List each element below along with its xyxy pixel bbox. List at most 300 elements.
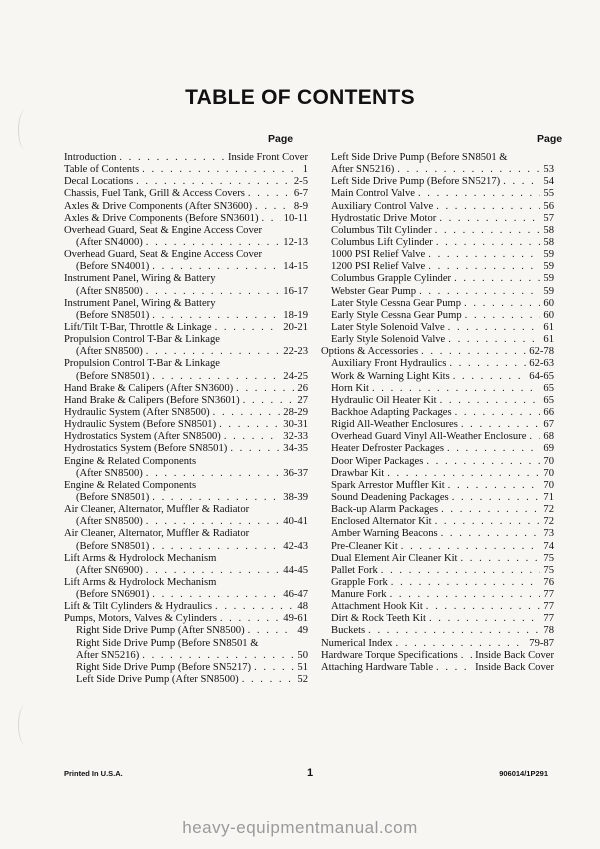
dot-leader bbox=[243, 395, 295, 407]
toc-entry-page: 10-11 bbox=[283, 212, 308, 224]
toc-entry-title: Axles & Drive Components (Before SN3601) bbox=[64, 212, 259, 224]
toc-entry bbox=[321, 358, 554, 370]
toc-entry-title: Right Side Drive Pump (After SN8500) bbox=[76, 625, 245, 637]
page-title: TABLE OF CONTENTS bbox=[185, 86, 415, 109]
dot-leader bbox=[436, 237, 541, 249]
toc-entry bbox=[64, 346, 308, 358]
toc-left-column bbox=[64, 152, 308, 686]
toc-entry-title: Table of Contents bbox=[64, 164, 140, 176]
toc-entry-page: 66 bbox=[543, 406, 554, 418]
page-column-heading-right: Page bbox=[537, 133, 563, 145]
toc-entry-title: Pallet Fork bbox=[331, 564, 378, 576]
dot-leader bbox=[435, 225, 541, 237]
dot-leader bbox=[418, 188, 540, 200]
toc-entry bbox=[64, 650, 308, 662]
dot-leader bbox=[464, 298, 540, 310]
dot-leader bbox=[136, 176, 291, 188]
toc-entry-page: 54 bbox=[543, 176, 554, 188]
toc-entry-title: Numerical Index bbox=[321, 637, 393, 649]
dot-leader bbox=[248, 625, 295, 637]
dot-leader bbox=[261, 213, 280, 225]
toc-entry bbox=[321, 638, 554, 650]
toc-entry-page: 78 bbox=[543, 625, 554, 637]
toc-entry-page: 49 bbox=[297, 625, 308, 637]
toc-entry bbox=[321, 407, 554, 419]
toc-entry-page: 74 bbox=[543, 540, 554, 552]
toc-entry bbox=[321, 395, 554, 407]
toc-entry bbox=[321, 516, 554, 528]
toc-entry-page: 30-31 bbox=[283, 419, 308, 431]
toc-entry-title: Sound Deadening Packages bbox=[331, 491, 449, 503]
toc-entry-title: Pumps, Motors, Valves & Cylinders bbox=[64, 613, 217, 625]
toc-entry-title: Air Cleaner, Alternator, Muffler & Radiator bbox=[64, 528, 250, 540]
toc-entry bbox=[64, 662, 308, 674]
toc-entry-page: 56 bbox=[543, 200, 554, 212]
toc-entry-title: (Before SN8501) bbox=[76, 540, 150, 552]
toc-entry-page: 75 bbox=[543, 552, 554, 564]
toc-entry-title: Attachment Hook Kit bbox=[331, 601, 423, 613]
toc-entry bbox=[321, 541, 554, 553]
dot-leader bbox=[436, 662, 472, 674]
dot-leader bbox=[255, 201, 291, 213]
dot-leader bbox=[439, 213, 540, 225]
dot-leader bbox=[429, 613, 540, 625]
dot-leader bbox=[397, 164, 540, 176]
dot-leader bbox=[461, 553, 541, 565]
toc-entry-title: Backhoe Adapting Packages bbox=[331, 406, 452, 418]
toc-entry-page: 36-37 bbox=[283, 467, 308, 479]
dot-leader bbox=[142, 650, 294, 662]
watermark-text: heavy-equipmentmanual.com bbox=[182, 818, 418, 837]
toc-entry bbox=[64, 480, 308, 492]
toc-entry-title: (Before SN8501) bbox=[76, 491, 150, 503]
toc-entry bbox=[64, 164, 308, 176]
toc-entry-title: Heater Defroster Packages bbox=[331, 443, 444, 455]
toc-entry bbox=[321, 553, 554, 565]
dot-leader bbox=[440, 395, 541, 407]
toc-entry-page: 49-61 bbox=[283, 613, 308, 625]
toc-entry-title: 1200 PSI Relief Valve bbox=[331, 261, 426, 273]
toc-entry-page: 59 bbox=[543, 285, 554, 297]
dot-leader bbox=[435, 516, 541, 528]
toc-entry-title: Hand Brake & Calipers (Before SN3601) bbox=[64, 394, 240, 406]
toc-entry-page: 44-45 bbox=[283, 564, 308, 576]
dot-leader bbox=[448, 322, 541, 334]
dot-leader bbox=[441, 528, 541, 540]
toc-entry-title: Hydrostatics System (Before SN8501) bbox=[64, 443, 228, 455]
toc-entry bbox=[64, 334, 308, 346]
dot-leader bbox=[426, 456, 540, 468]
toc-entry-page: 34-35 bbox=[283, 443, 308, 455]
toc-right-column bbox=[321, 152, 554, 674]
toc-entry bbox=[64, 298, 308, 310]
toc-entry-title: Lift Arms & Hydrolock Mechanism bbox=[64, 552, 217, 564]
toc-entry-title: Hardware Torque Specifications bbox=[321, 649, 458, 661]
toc-entry-title: Decal Locations bbox=[64, 176, 134, 188]
toc-entry bbox=[321, 492, 554, 504]
toc-entry-title: (After SN8500) bbox=[76, 285, 143, 297]
dot-leader bbox=[465, 310, 541, 322]
toc-entry-title: Back-up Alarm Packages bbox=[331, 504, 439, 516]
dot-leader bbox=[220, 613, 280, 625]
toc-entry-page: 26 bbox=[297, 382, 308, 394]
toc-entry-page: 38-39 bbox=[283, 491, 308, 503]
toc-entry-title: Axles & Drive Components (After SN3600) bbox=[64, 200, 253, 212]
toc-entry-title: Propulsion Control T-Bar & Linkage bbox=[64, 334, 220, 346]
dot-leader bbox=[372, 383, 540, 395]
dot-leader bbox=[146, 237, 280, 249]
toc-entry-title: Propulsion Control T-Bar & Linkage bbox=[64, 358, 220, 370]
toc-entry-title: Work & Warning Light Kits bbox=[331, 370, 450, 382]
toc-entry bbox=[64, 261, 308, 273]
toc-entry-page: 8-9 bbox=[293, 200, 308, 212]
dot-leader bbox=[436, 201, 540, 213]
toc-entry-title: (After SN4000) bbox=[76, 236, 143, 248]
dot-leader bbox=[503, 176, 540, 188]
toc-entry-page: 69 bbox=[543, 443, 554, 455]
toc-entry bbox=[64, 273, 308, 285]
toc-entry bbox=[321, 662, 554, 674]
toc-entry bbox=[321, 176, 554, 188]
toc-entry bbox=[321, 589, 554, 601]
toc-entry-page: 32-33 bbox=[283, 431, 308, 443]
toc-entry bbox=[64, 625, 308, 637]
dot-leader bbox=[219, 419, 280, 431]
toc-entry bbox=[64, 565, 308, 577]
toc-entry-title: Hydrostatic Drive Motor bbox=[331, 212, 437, 224]
toc-entry bbox=[321, 504, 554, 516]
toc-entry-title: Right Side Drive Pump (Before SN8501 & bbox=[76, 637, 259, 649]
dot-leader bbox=[152, 310, 280, 322]
dot-leader bbox=[242, 674, 295, 686]
toc-entry-title: Right Side Drive Pump (Before SN5217) bbox=[76, 661, 252, 673]
dot-leader bbox=[449, 358, 526, 370]
toc-entry bbox=[321, 334, 554, 346]
toc-entry bbox=[321, 225, 554, 237]
toc-entry bbox=[64, 310, 308, 322]
dot-leader bbox=[146, 468, 280, 480]
toc-entry-title: Buckets bbox=[331, 625, 366, 637]
toc-entry-page: 77 bbox=[543, 589, 554, 601]
dot-leader bbox=[428, 261, 540, 273]
toc-entry bbox=[321, 613, 554, 625]
toc-entry-title: Webster Gear Pump bbox=[331, 285, 417, 297]
printed-in-label: Printed In U.S.A. bbox=[64, 769, 123, 778]
toc-entry-page: 65 bbox=[543, 382, 554, 394]
toc-entry-title: Left Side Drive Pump (Before SN5217) bbox=[331, 176, 501, 188]
binding-mark bbox=[18, 705, 33, 745]
toc-entry bbox=[64, 516, 308, 528]
toc-entry-page: 72 bbox=[543, 504, 554, 516]
toc-entry-page: 61 bbox=[543, 334, 554, 346]
toc-entry-page: 55 bbox=[543, 188, 554, 200]
dot-leader bbox=[368, 625, 540, 637]
toc-entry-title: Hydraulic Oil Heater Kit bbox=[331, 394, 437, 406]
toc-entry bbox=[64, 431, 308, 443]
toc-entry bbox=[321, 164, 554, 176]
toc-entry bbox=[64, 201, 308, 213]
toc-entry bbox=[64, 577, 308, 589]
toc-entry bbox=[64, 176, 308, 188]
toc-entry-page: 79-87 bbox=[529, 637, 554, 649]
toc-entry-title: Instrument Panel, Wiring & Battery bbox=[64, 297, 216, 309]
toc-entry-title: Columbus Tilt Cylinder bbox=[331, 224, 432, 236]
dot-leader bbox=[401, 541, 541, 553]
toc-entry bbox=[321, 286, 554, 298]
toc-entry-title: Hydrostatics System (After SN8500) bbox=[64, 431, 221, 443]
toc-entry-page: Inside Back Cover bbox=[475, 649, 554, 661]
toc-entry bbox=[321, 419, 554, 431]
toc-entry-title: 1000 PSI Relief Valve bbox=[331, 249, 426, 261]
toc-entry-page: 72 bbox=[543, 516, 554, 528]
toc-entry-page: 77 bbox=[543, 601, 554, 613]
toc-entry-title: Drawbar Kit bbox=[331, 467, 385, 479]
toc-entry-title: Air Cleaner, Alternator, Muffler & Radiator bbox=[64, 504, 250, 516]
toc-entry bbox=[321, 601, 554, 613]
toc-entry-title: Grapple Fork bbox=[331, 576, 388, 588]
toc-entry-page: 68 bbox=[543, 431, 554, 443]
toc-entry bbox=[64, 249, 308, 261]
toc-entry bbox=[64, 383, 308, 395]
toc-entry-title: Columbus Grapple Cylinder bbox=[331, 273, 452, 285]
toc-entry-page: Inside Back Cover bbox=[475, 661, 554, 673]
toc-entry-title: Hand Brake & Calipers (After SN3600) bbox=[64, 382, 234, 394]
toc-entry bbox=[321, 565, 554, 577]
dot-leader bbox=[461, 419, 541, 431]
dot-leader bbox=[419, 286, 540, 298]
toc-entry bbox=[321, 201, 554, 213]
binding-mark bbox=[18, 110, 33, 150]
toc-entry-page: 42-43 bbox=[283, 540, 308, 552]
dot-leader bbox=[390, 589, 541, 601]
toc-entry-title: Overhead Guard, Seat & Engine Access Cover bbox=[64, 224, 262, 236]
dot-leader bbox=[387, 468, 540, 480]
toc-entry-title: (Before SN6901) bbox=[76, 589, 150, 601]
toc-entry bbox=[321, 371, 554, 383]
toc-entry-title: Auxiliary Front Hydraulics bbox=[331, 358, 447, 370]
toc-entry-title: Early Style Solenoid Valve bbox=[331, 334, 446, 346]
toc-entry-page: 59 bbox=[543, 273, 554, 285]
toc-entry bbox=[321, 650, 554, 662]
toc-entry-title: Engine & Related Components bbox=[64, 455, 197, 467]
dot-leader bbox=[152, 589, 280, 601]
toc-entry-title: After SN5216) bbox=[331, 164, 395, 176]
toc-entry bbox=[64, 152, 308, 164]
toc-entry-page: 27 bbox=[297, 394, 308, 406]
toc-entry bbox=[64, 613, 308, 625]
toc-entry bbox=[321, 480, 554, 492]
toc-entry-page: 50 bbox=[297, 649, 308, 661]
dot-leader bbox=[453, 371, 527, 383]
toc-entry bbox=[321, 383, 554, 395]
toc-entry-title: Left Side Drive Pump (Before SN8501 & bbox=[331, 152, 508, 163]
toc-entry bbox=[64, 553, 308, 565]
toc-entry-page: 52 bbox=[297, 674, 308, 686]
toc-entry-page: 70 bbox=[543, 467, 554, 479]
toc-entry bbox=[321, 322, 554, 334]
toc-entry-page: 59 bbox=[543, 249, 554, 261]
toc-entry bbox=[321, 261, 554, 273]
toc-entry-page: 14-15 bbox=[283, 261, 308, 273]
toc-entry-page: 1 bbox=[302, 164, 308, 176]
toc-entry-page: 60 bbox=[543, 297, 554, 309]
toc-entry-page: 70 bbox=[543, 455, 554, 467]
toc-entry-page: 16-17 bbox=[283, 285, 308, 297]
toc-entry bbox=[321, 577, 554, 589]
dot-leader bbox=[152, 492, 280, 504]
page-column-heading-left: Page bbox=[268, 133, 294, 145]
toc-entry-title: Auxiliary Control Valve bbox=[331, 200, 434, 212]
toc-entry bbox=[64, 322, 308, 334]
toc-entry-title: Main Control Valve bbox=[331, 188, 415, 200]
dot-leader bbox=[146, 346, 280, 358]
toc-entry-page: 48 bbox=[297, 601, 308, 613]
toc-entry-page: 59 bbox=[543, 261, 554, 273]
toc-entry-title: Hydraulic System (Before SN8501) bbox=[64, 419, 217, 431]
toc-entry-title: Door Wiper Packages bbox=[331, 455, 424, 467]
dot-leader bbox=[529, 431, 540, 443]
toc-entry-page: 58 bbox=[543, 224, 554, 236]
toc-entry-page: 73 bbox=[543, 528, 554, 540]
toc-entry-title: Pre-Cleaner Kit bbox=[331, 540, 398, 552]
toc-entry-title: (After SN6900) bbox=[76, 564, 143, 576]
toc-entry-page: 53 bbox=[543, 164, 554, 176]
toc-entry bbox=[64, 371, 308, 383]
toc-entry-title: Horn Kit bbox=[331, 382, 369, 394]
toc-entry bbox=[64, 638, 308, 650]
toc-entry-title: Attaching Hardware Table bbox=[321, 661, 434, 673]
toc-entry bbox=[321, 298, 554, 310]
dot-leader bbox=[254, 662, 294, 674]
toc-entry-title: Introduction bbox=[64, 152, 117, 163]
toc-entry bbox=[321, 213, 554, 225]
document-code: 906014/1P291 bbox=[499, 769, 548, 778]
toc-entry-title: Early Style Cessna Gear Pump bbox=[331, 309, 462, 321]
toc-entry bbox=[64, 407, 308, 419]
toc-entry bbox=[64, 528, 308, 540]
toc-entry bbox=[321, 237, 554, 249]
toc-entry-title: Lift/Tilt T-Bar, Throttle & Linkage bbox=[64, 321, 212, 333]
toc-entry-page: 62-78 bbox=[529, 346, 554, 358]
toc-entry bbox=[321, 152, 554, 164]
toc-entry bbox=[64, 213, 308, 225]
toc-entry bbox=[321, 273, 554, 285]
toc-entry-page: 71 bbox=[543, 491, 554, 503]
dot-leader bbox=[448, 334, 540, 346]
toc-entry-title: Later Style Cessna Gear Pump bbox=[331, 297, 462, 309]
toc-entry-title: After SN5216) bbox=[76, 649, 140, 661]
toc-entry-page: 76 bbox=[543, 576, 554, 588]
toc-entry bbox=[321, 188, 554, 200]
toc-entry-title: Engine & Related Components bbox=[64, 479, 197, 491]
dot-leader bbox=[454, 273, 540, 285]
dot-leader bbox=[224, 431, 280, 443]
dot-leader bbox=[146, 286, 280, 298]
dot-leader bbox=[152, 261, 280, 273]
dot-leader bbox=[395, 638, 526, 650]
toc-entry-page: 20-21 bbox=[283, 321, 308, 333]
toc-entry bbox=[321, 431, 554, 443]
toc-entry-page: 62-63 bbox=[529, 358, 554, 370]
toc-entry-page: 67 bbox=[543, 419, 554, 431]
toc-entry-title: Overhead Guard, Seat & Engine Access Cover bbox=[64, 249, 262, 261]
toc-entry-title: (Before SN8501) bbox=[76, 309, 150, 321]
toc-entry-page: 61 bbox=[543, 321, 554, 333]
dot-leader bbox=[461, 650, 472, 662]
dot-leader bbox=[146, 565, 280, 577]
dot-leader bbox=[142, 164, 300, 176]
toc-entry-page: 12-13 bbox=[283, 236, 308, 248]
toc-entry bbox=[321, 310, 554, 322]
toc-entry bbox=[64, 358, 308, 370]
toc-entry-title: Hydraulic System (After SN8500) bbox=[64, 406, 210, 418]
toc-entry bbox=[321, 625, 554, 637]
toc-entry-title: Manure Fork bbox=[331, 589, 387, 601]
toc-entry bbox=[64, 237, 308, 249]
toc-entry bbox=[64, 601, 308, 613]
dot-leader bbox=[230, 443, 280, 455]
dot-leader bbox=[213, 407, 281, 419]
toc-entry-title: Options & Accessories bbox=[321, 346, 419, 358]
dot-leader bbox=[426, 601, 541, 613]
toc-entry-page: 70 bbox=[543, 479, 554, 491]
dot-leader bbox=[152, 541, 280, 553]
toc-entry-title: Spark Arrestor Muffler Kit bbox=[331, 479, 445, 491]
toc-entry bbox=[64, 674, 308, 686]
dot-leader bbox=[447, 443, 540, 455]
toc-entry-page: 6-7 bbox=[293, 188, 308, 200]
dot-leader bbox=[455, 407, 541, 419]
toc-entry-title: (Before SN8501) bbox=[76, 370, 150, 382]
toc-entry-title: Amber Warning Beacons bbox=[331, 528, 438, 540]
toc-entry-title: (After SN8500) bbox=[76, 467, 143, 479]
toc-entry bbox=[64, 443, 308, 455]
toc-entry-page: 18-19 bbox=[283, 309, 308, 321]
toc-entry bbox=[64, 589, 308, 601]
toc-entry-page: 2-5 bbox=[293, 176, 308, 188]
toc-entry bbox=[321, 249, 554, 261]
toc-entry bbox=[64, 395, 308, 407]
toc-entry-page: 65 bbox=[543, 394, 554, 406]
toc-entry-page: Inside Front Cover bbox=[227, 152, 308, 163]
toc-entry-page: 22-23 bbox=[283, 346, 308, 358]
toc-entry-title: Enclosed Alternator Kit bbox=[331, 516, 432, 528]
toc-entry-title: Overhead Guard Vinyl All-Weather Enclosure bbox=[331, 431, 527, 443]
dot-leader bbox=[152, 371, 280, 383]
toc-entry bbox=[64, 286, 308, 298]
toc-entry-title: Rigid All-Weather Enclosures bbox=[331, 419, 458, 431]
toc-entry-title: (After SN8500) bbox=[76, 516, 143, 528]
dot-leader bbox=[381, 565, 541, 577]
toc-entry-title: Lift Arms & Hydrolock Mechanism bbox=[64, 576, 217, 588]
toc-entry-title: Lift & Tilt Cylinders & Hydraulics bbox=[64, 601, 213, 613]
dot-leader bbox=[215, 322, 281, 334]
page-number: 1 bbox=[306, 767, 314, 779]
toc-entry bbox=[64, 419, 308, 431]
dot-leader bbox=[452, 492, 541, 504]
toc-entry-title: Later Style Solenoid Valve bbox=[331, 321, 445, 333]
toc-entry-title: Dual Element Air Cleaner Kit bbox=[331, 552, 458, 564]
toc-entry-title: Dirt & Rock Teeth Kit bbox=[331, 613, 426, 625]
toc-entry-page: 51 bbox=[297, 661, 308, 673]
toc-entry bbox=[64, 541, 308, 553]
toc-entry-title: (Before SN4001) bbox=[76, 261, 150, 273]
toc-entry-page: 40-41 bbox=[283, 516, 308, 528]
toc-entry bbox=[321, 443, 554, 455]
toc-entry-page: 58 bbox=[543, 236, 554, 248]
dot-leader bbox=[428, 249, 540, 261]
toc-entry-page: 24-25 bbox=[283, 370, 308, 382]
